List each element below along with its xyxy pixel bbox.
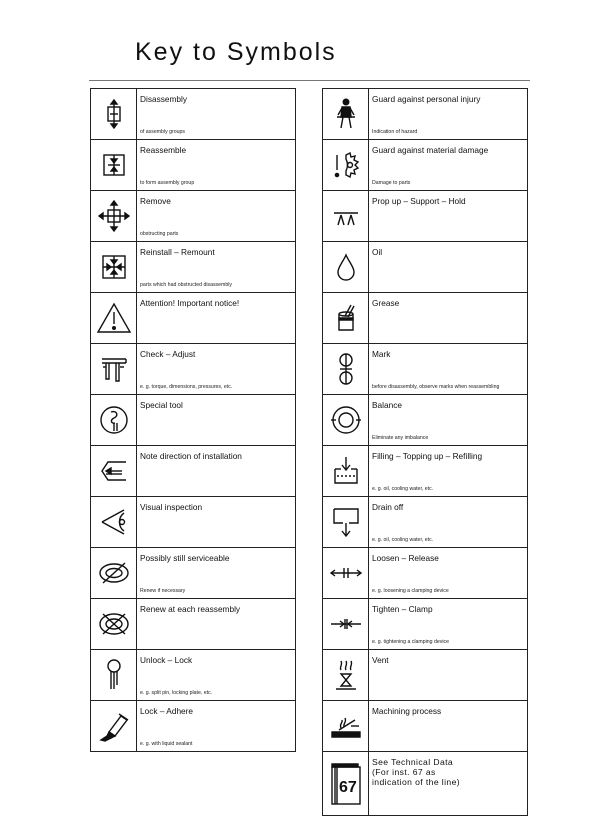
title-divider [89, 80, 530, 81]
symbol-label: Check – Adjust [140, 349, 196, 359]
symbol-row [91, 242, 296, 293]
symbol-note: Indication of hazard [372, 129, 418, 135]
symbol-note: before disassembly, observe marks when reassembling [372, 384, 500, 390]
renew-ring-icon [97, 609, 131, 639]
prop-support-icon [330, 201, 362, 231]
mark-icon [331, 351, 361, 387]
symbol-row [323, 293, 528, 344]
symbol-row [91, 650, 296, 701]
symbol-label: Prop up – Support – Hold [372, 196, 466, 206]
symbol-label: Grease [372, 298, 400, 308]
symbol-row [91, 599, 296, 650]
symbol-label: Mark [372, 349, 391, 359]
tighten-icon [329, 614, 363, 634]
symbol-label: Disassembly [140, 94, 188, 104]
symbol-row [323, 395, 528, 446]
symbol-label: Balance [372, 400, 402, 410]
symbol-row [91, 497, 296, 548]
symbol-note: e. g. oil, cooling water, etc. [372, 486, 434, 492]
symbol-note: of assembly groups [140, 129, 185, 135]
symbol-row [323, 446, 528, 497]
warning-triangle-icon [96, 302, 132, 334]
symbol-row [323, 191, 528, 242]
symbol-note: Eliminate any imbalance [372, 435, 429, 441]
disassembly-icon [99, 99, 129, 129]
symbol-label: Loosen – Release [372, 553, 439, 563]
reassemble-icon [99, 150, 129, 180]
symbol-row [91, 140, 296, 191]
caliper-icon [98, 353, 130, 385]
symbol-note: e. g. oil, cooling water, etc. [372, 537, 434, 543]
symbol-label: Remove [140, 196, 171, 206]
symbol-row [323, 650, 528, 701]
symbol-label: Machining process [372, 706, 442, 716]
symbol-label: Possibly still serviceable [140, 553, 230, 563]
symbol-row [323, 242, 528, 293]
symbol-row [323, 140, 528, 191]
split-pin-icon [99, 658, 129, 692]
symbol-row [91, 395, 296, 446]
symbol-row [323, 701, 528, 752]
symbol-row-technical-data [323, 752, 528, 816]
symbol-row [91, 548, 296, 599]
symbol-note: e. g. loosening a clamping device [372, 588, 449, 594]
machining-icon [329, 712, 363, 740]
symbol-note: parts which had obstructed disassembly [140, 282, 232, 288]
book-number: 67 [338, 778, 357, 796]
symbol-label: Lock – Adhere [140, 706, 194, 716]
symbol-note: to form assembly group [140, 180, 195, 186]
symbol-row [323, 89, 528, 140]
sealant-tube-icon [97, 710, 131, 742]
symbol-label: Oil [372, 247, 383, 257]
symbol-row [91, 701, 296, 752]
symbol-note: Damage to parts [372, 180, 411, 186]
right-symbols-table [322, 88, 528, 816]
left-symbols-table [90, 88, 296, 752]
symbol-label: Renew at each reassembly [140, 604, 241, 614]
symbol-note: Renew if necessary [140, 588, 186, 594]
remove-icon [98, 200, 130, 232]
symbol-label: Visual inspection [140, 502, 203, 512]
grease-can-icon [331, 302, 361, 334]
symbol-row [323, 344, 528, 395]
symbol-note: e. g. torque, dimensions, pressures, etc. [140, 384, 233, 390]
symbol-row [323, 548, 528, 599]
symbol-label: Drain off [372, 502, 404, 512]
symbol-row [91, 344, 296, 395]
technical-data-text: See Technical Data (For inst. 67 as indication of the line) [372, 757, 461, 787]
symbol-label: Guard against material damage [372, 145, 489, 155]
installation-direction-icon [98, 456, 130, 486]
symbol-row [323, 599, 528, 650]
symbol-label: Guard against personal injury [372, 94, 481, 104]
filling-icon [330, 455, 362, 487]
symbol-label: Filling – Topping up – Refilling [372, 451, 483, 461]
serviceable-ring-icon [97, 559, 131, 587]
symbol-label: Note direction of installation [140, 451, 242, 461]
reinstall-icon [99, 252, 129, 282]
balance-icon [330, 404, 362, 436]
loosen-icon [329, 563, 363, 583]
oil-drop-icon [331, 251, 361, 283]
vent-icon [331, 658, 361, 692]
symbol-row [91, 191, 296, 242]
page-title: Key to Symbols [135, 38, 337, 66]
symbol-note: e. g. tightening a clamping device [372, 639, 449, 645]
symbol-note: e. g. split pin, locking plate, etc. [140, 690, 213, 696]
symbol-label: Special tool [140, 400, 183, 410]
personal-injury-icon [331, 98, 361, 130]
symbol-row [91, 446, 296, 497]
symbol-label: Reassemble [140, 145, 187, 155]
symbol-label: Reinstall – Remount [140, 247, 215, 257]
symbol-label: Unlock – Lock [140, 655, 193, 665]
symbol-row [91, 89, 296, 140]
symbol-row [323, 497, 528, 548]
symbol-label: Attention! Important notice! [140, 298, 240, 308]
book-icon [328, 761, 364, 807]
special-tool-icon [98, 404, 130, 436]
drain-icon [330, 505, 362, 539]
symbol-row [91, 293, 296, 344]
material-damage-icon [330, 149, 362, 181]
eye-icon [98, 507, 130, 537]
symbol-label: Vent [372, 655, 389, 665]
symbol-label: Tighten – Clamp [372, 604, 433, 614]
symbol-note: obstructing parts [140, 231, 179, 237]
symbol-note: e. g. with liquid sealant [140, 741, 193, 747]
